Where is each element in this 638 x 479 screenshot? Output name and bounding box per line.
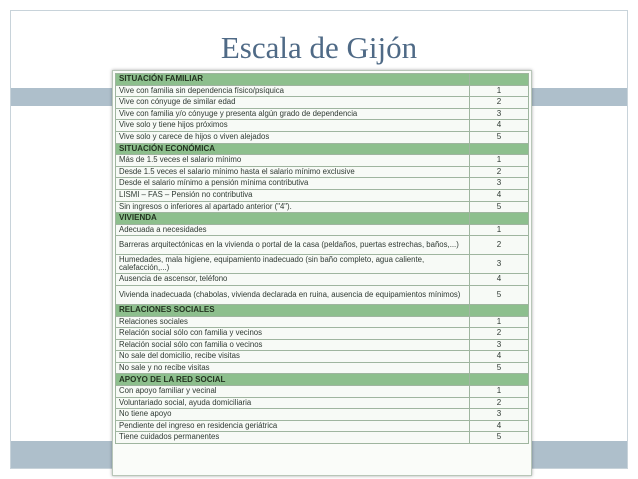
table-row — [116, 201, 529, 213]
criterion-text: Tiene cuidados permanentes — [116, 432, 470, 444]
table-row — [116, 351, 529, 363]
section-header-score-cell — [470, 74, 529, 86]
table-row — [116, 85, 529, 97]
criterion-text: Sin ingresos o inferiores al apartado anterior ("4"). — [116, 201, 470, 213]
table-row — [116, 120, 529, 132]
section-header: SITUACIÓN ECONÓMICA — [116, 143, 470, 155]
criterion-score: 1 — [470, 316, 529, 328]
right-frame-line — [627, 10, 628, 469]
criterion-score: 3 — [470, 339, 529, 351]
criterion-text: Vive solo y tiene hijos próximos — [116, 120, 470, 132]
criterion-score: 2 — [470, 166, 529, 178]
criterion-text: Vive solo y carece de hijos o viven alejados — [116, 131, 470, 143]
criterion-text: Vive con cónyuge de similar edad — [116, 97, 470, 109]
criterion-score: 3 — [470, 255, 529, 274]
criterion-score: 2 — [470, 97, 529, 109]
criterion-text: Vivienda inadecuada (chabolas, vivienda declarada en ruina, ausencia de equipamientos mínimos) — [116, 285, 470, 304]
criterion-score: 5 — [470, 432, 529, 444]
table-row — [116, 420, 529, 432]
criterion-score: 1 — [470, 85, 529, 97]
section-header: APOYO DE LA RED SOCIAL — [116, 374, 470, 386]
criterion-text: Humedades, mala higiene, equipamiento inadecuado (sin baño completo, agua caliente, calefacción,...) — [116, 255, 470, 274]
section-header-row — [116, 213, 529, 225]
table-row — [116, 397, 529, 409]
gijon-scale-table — [115, 73, 529, 444]
criterion-score: 4 — [470, 351, 529, 363]
criterion-text: Relación social sólo con familia y vecinos — [116, 328, 470, 340]
table-row — [116, 362, 529, 374]
criterion-score: 2 — [470, 397, 529, 409]
table-row — [116, 274, 529, 286]
criterion-score: 1 — [470, 224, 529, 236]
section-header: RELACIONES SOCIALES — [116, 304, 470, 316]
table-row — [116, 432, 529, 444]
criterion-text: LISMI – FAS – Pensión no contributiva — [116, 189, 470, 201]
table-row — [116, 255, 529, 274]
section-header-row — [116, 304, 529, 316]
table-row — [116, 316, 529, 328]
criterion-text: Relaciones sociales — [116, 316, 470, 328]
criterion-text: Relación social sólo con familia o vecinos — [116, 339, 470, 351]
table-row — [116, 108, 529, 120]
criterion-score: 1 — [470, 386, 529, 398]
criterion-score: 4 — [470, 120, 529, 132]
section-header-row — [116, 143, 529, 155]
criterion-text: Ausencia de ascensor, teléfono — [116, 274, 470, 286]
gijon-scale-table-image — [112, 70, 532, 476]
criterion-text: No sale del domicilio, recibe visitas — [116, 351, 470, 363]
section-header-row — [116, 374, 529, 386]
table-row — [116, 97, 529, 109]
left-frame-line — [10, 10, 11, 469]
criterion-text: Desde 1.5 veces el salario mínimo hasta el salario mínimo exclusive — [116, 166, 470, 178]
criterion-text: Desde el salario mínimo a pensión mínima contributiva — [116, 178, 470, 190]
criterion-score: 1 — [470, 155, 529, 167]
table-row — [116, 131, 529, 143]
criterion-text: Voluntariado social, ayuda domiciliaria — [116, 397, 470, 409]
criterion-text: No sale y no recibe visitas — [116, 362, 470, 374]
criterion-text: Con apoyo familiar y vecinal — [116, 386, 470, 398]
criterion-text: Vive con familia y/o cónyuge y presenta algún grado de dependencia — [116, 108, 470, 120]
top-frame-line — [10, 10, 628, 11]
criterion-score: 5 — [470, 201, 529, 213]
criterion-score: 3 — [470, 409, 529, 421]
criterion-score: 5 — [470, 285, 529, 304]
table-row — [116, 328, 529, 340]
section-header: SITUACIÓN FAMILIAR — [116, 74, 470, 86]
criterion-score: 2 — [470, 328, 529, 340]
section-header-row — [116, 74, 529, 86]
table-row — [116, 224, 529, 236]
criterion-score: 2 — [470, 236, 529, 255]
criterion-text: No tiene apoyo — [116, 409, 470, 421]
table-row — [116, 339, 529, 351]
criterion-text: Barreras arquitectónicas en la vivienda o portal de la casa (peldaños, puertas estrechas, baños,...) — [116, 236, 470, 255]
criterion-score: 4 — [470, 420, 529, 432]
table-row — [116, 386, 529, 398]
criterion-score: 4 — [470, 274, 529, 286]
criterion-text: Pendiente del ingreso en residencia geriátrica — [116, 420, 470, 432]
criterion-text: Adecuada a necesidades — [116, 224, 470, 236]
slide-title: Escala de Gijón — [220, 30, 418, 65]
section-header: VIVIENDA — [116, 213, 470, 225]
criterion-text: Vive con familia sin dependencia físico/psíquica — [116, 85, 470, 97]
table-row — [116, 155, 529, 167]
criterion-score: 3 — [470, 108, 529, 120]
section-header-score-cell — [470, 304, 529, 316]
criterion-text: Más de 1.5 veces el salario mínimo — [116, 155, 470, 167]
criterion-score: 4 — [470, 189, 529, 201]
criterion-score: 3 — [470, 178, 529, 190]
section-header-score-cell — [470, 143, 529, 155]
section-header-score-cell — [470, 374, 529, 386]
table-row — [116, 189, 529, 201]
criterion-score: 5 — [470, 131, 529, 143]
table-row — [116, 285, 529, 304]
criterion-score: 5 — [470, 362, 529, 374]
table-row — [116, 236, 529, 255]
table-row — [116, 409, 529, 421]
table-row — [116, 166, 529, 178]
section-header-score-cell — [470, 213, 529, 225]
table-row — [116, 178, 529, 190]
